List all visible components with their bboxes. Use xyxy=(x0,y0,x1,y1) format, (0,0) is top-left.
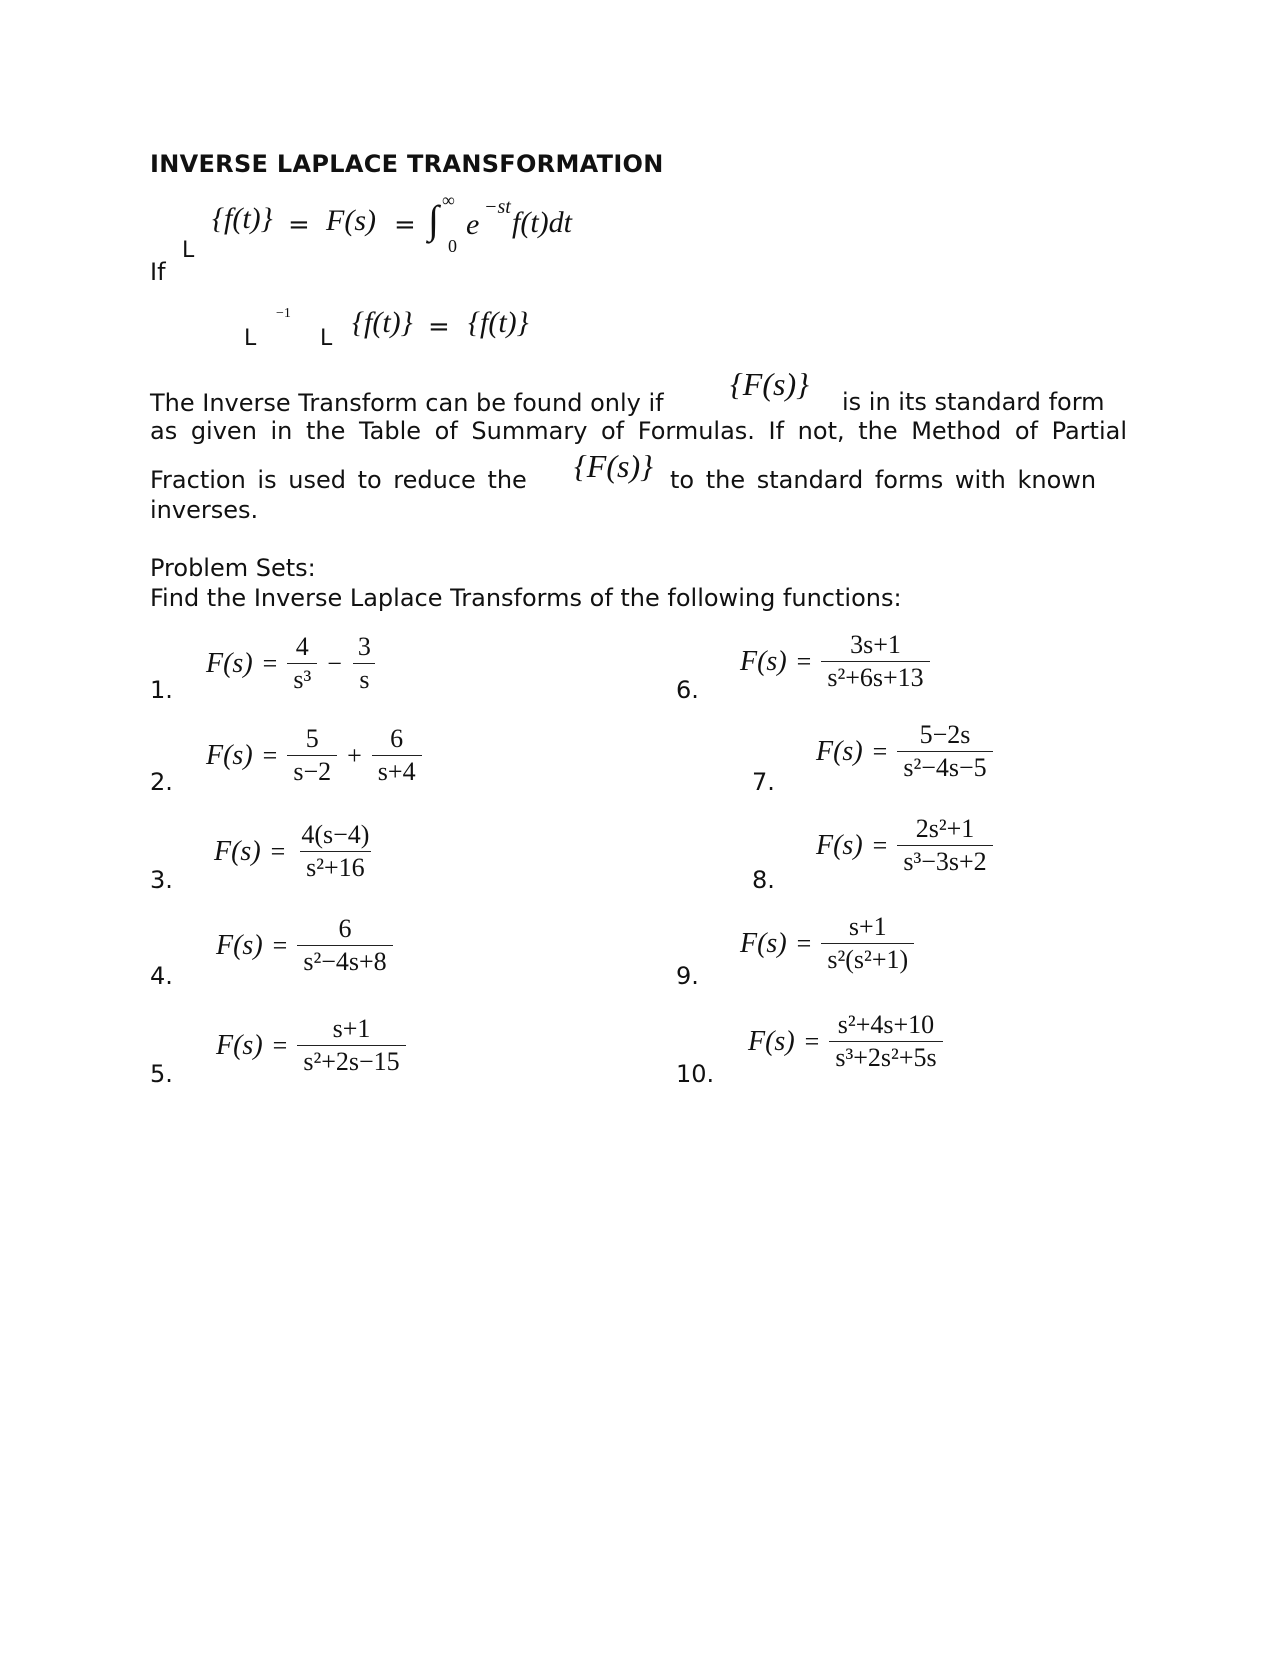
problem-equation xyxy=(206,634,377,693)
page-title: INVERSE LAPLACE TRANSFORMATION xyxy=(150,150,664,178)
fraction xyxy=(897,816,992,875)
numerator: 6 xyxy=(390,724,404,753)
equation-lhs: F(s) xyxy=(206,739,253,771)
numerator: 3 xyxy=(357,632,371,661)
paragraph-line: to the standard forms with known xyxy=(670,466,1097,494)
equals-sign: = xyxy=(428,312,450,342)
problem-number: 5. xyxy=(150,1060,173,1088)
equals-sign: = xyxy=(872,830,888,860)
equation-lhs: F(s) xyxy=(740,927,787,959)
problem-equation xyxy=(216,916,393,975)
numerator: 5 xyxy=(305,724,319,753)
problem-number: 1. xyxy=(150,676,173,704)
if-label: If xyxy=(150,258,166,286)
fraction xyxy=(295,822,375,881)
problem-number: 6. xyxy=(676,676,699,704)
paragraph-line: as given in the Table of Summary of Formulas. If not, the Method of Partial xyxy=(150,417,1127,445)
problem-equation xyxy=(740,914,914,973)
problem-equation xyxy=(816,722,993,781)
numerator: 5−2s xyxy=(919,720,971,749)
upper-limit: ∞ xyxy=(442,190,455,210)
paragraph-line: Fraction is used to reduce the xyxy=(150,466,527,494)
problems-instruction: Find the Inverse Laplace Transforms of the following functions: xyxy=(150,584,902,612)
problem-number: 3. xyxy=(150,866,173,894)
problem-number: 4. xyxy=(150,962,173,990)
numerator: 6 xyxy=(338,914,352,943)
denominator: s²+2s−15 xyxy=(297,1045,405,1075)
problem-equation xyxy=(206,726,422,785)
integrand-e: e xyxy=(466,208,480,241)
equals-sign: = xyxy=(288,210,310,240)
problem-number: 9. xyxy=(676,962,699,990)
paragraph-line: inverses. xyxy=(150,496,259,524)
numerator: s+1 xyxy=(332,1014,371,1043)
laplace-operator: L xyxy=(182,238,195,263)
def-lhs: {f(t)} xyxy=(212,202,273,235)
equals-sign: = xyxy=(272,930,288,960)
numerator: s+1 xyxy=(848,912,887,941)
fraction xyxy=(897,722,992,781)
numerator: 2s²+1 xyxy=(915,814,975,843)
def-tail: f(t)dt xyxy=(512,206,572,239)
problem-number: 8. xyxy=(752,866,775,894)
fraction xyxy=(821,632,929,691)
fraction xyxy=(372,726,422,785)
inverse-exponent: −1 xyxy=(276,306,291,321)
equals-sign: = xyxy=(262,648,278,678)
denominator: s³ xyxy=(287,663,317,693)
inverse-lhs: {f(t)} xyxy=(352,306,413,339)
equals-sign: = xyxy=(796,928,812,958)
equation-lhs: F(s) xyxy=(216,929,263,961)
fraction xyxy=(352,634,377,693)
denominator: s²−4s+8 xyxy=(297,945,392,975)
equals-sign: = xyxy=(796,646,812,676)
exponent: −st xyxy=(484,196,511,218)
denominator: s+4 xyxy=(372,755,422,785)
equation-lhs: F(s) xyxy=(816,735,863,767)
denominator: s²(s²+1) xyxy=(821,943,914,973)
problems-heading: Problem Sets: xyxy=(150,554,316,582)
denominator: s²+16 xyxy=(300,851,371,881)
equation-lhs: F(s) xyxy=(816,829,863,861)
problem-number: 7. xyxy=(752,768,775,796)
denominator: s³−3s+2 xyxy=(897,845,992,875)
fraction xyxy=(297,1016,405,1075)
numerator: 3s+1 xyxy=(850,630,901,659)
numerator: s²+4s+10 xyxy=(837,1010,935,1039)
numerator: 4 xyxy=(295,632,309,661)
equals-sign: = xyxy=(270,836,286,866)
problem-number: 2. xyxy=(150,768,173,796)
fraction xyxy=(821,914,914,973)
denominator: s²+6s+13 xyxy=(821,661,929,691)
problem-number: 10. xyxy=(676,1060,715,1088)
numerator: 4(s−4) xyxy=(301,820,370,849)
equation-lhs: F(s) xyxy=(216,1029,263,1061)
paragraph-line: is in its standard form xyxy=(842,388,1105,416)
laplace-operator: L xyxy=(320,326,333,351)
operator: − xyxy=(327,648,342,678)
problem-equation xyxy=(748,1012,943,1071)
fs-symbol: {F(s)} xyxy=(574,448,653,484)
problem-equation xyxy=(216,1016,406,1075)
fs-symbol: {F(s)} xyxy=(730,366,809,402)
integral-sign: ∫ xyxy=(428,197,439,242)
equation-lhs: F(s) xyxy=(206,647,253,679)
fraction xyxy=(287,726,337,785)
equation-lhs: F(s) xyxy=(214,835,261,867)
equals-sign: = xyxy=(262,740,278,770)
equation-lhs: F(s) xyxy=(748,1025,795,1057)
fraction xyxy=(287,634,317,693)
operator: + xyxy=(347,740,362,770)
fraction xyxy=(829,1012,942,1071)
inverse-rhs: {f(t)} xyxy=(468,306,529,339)
denominator: s²−4s−5 xyxy=(897,751,992,781)
problem-equation xyxy=(214,822,375,881)
equals-sign: = xyxy=(394,210,416,240)
problem-equation xyxy=(816,816,993,875)
equals-sign: = xyxy=(872,736,888,766)
fraction xyxy=(297,916,392,975)
denominator: s xyxy=(353,663,375,693)
def-mid: F(s) xyxy=(326,204,376,237)
equation-lhs: F(s) xyxy=(740,645,787,677)
paragraph-line: The Inverse Transform can be found only if xyxy=(150,389,664,417)
equals-sign: = xyxy=(272,1030,288,1060)
equals-sign: = xyxy=(804,1026,820,1056)
lower-limit: 0 xyxy=(448,236,457,256)
denominator: s−2 xyxy=(287,755,337,785)
laplace-operator: L xyxy=(244,326,257,351)
problem-equation xyxy=(740,632,930,691)
denominator: s³+2s²+5s xyxy=(829,1041,942,1071)
